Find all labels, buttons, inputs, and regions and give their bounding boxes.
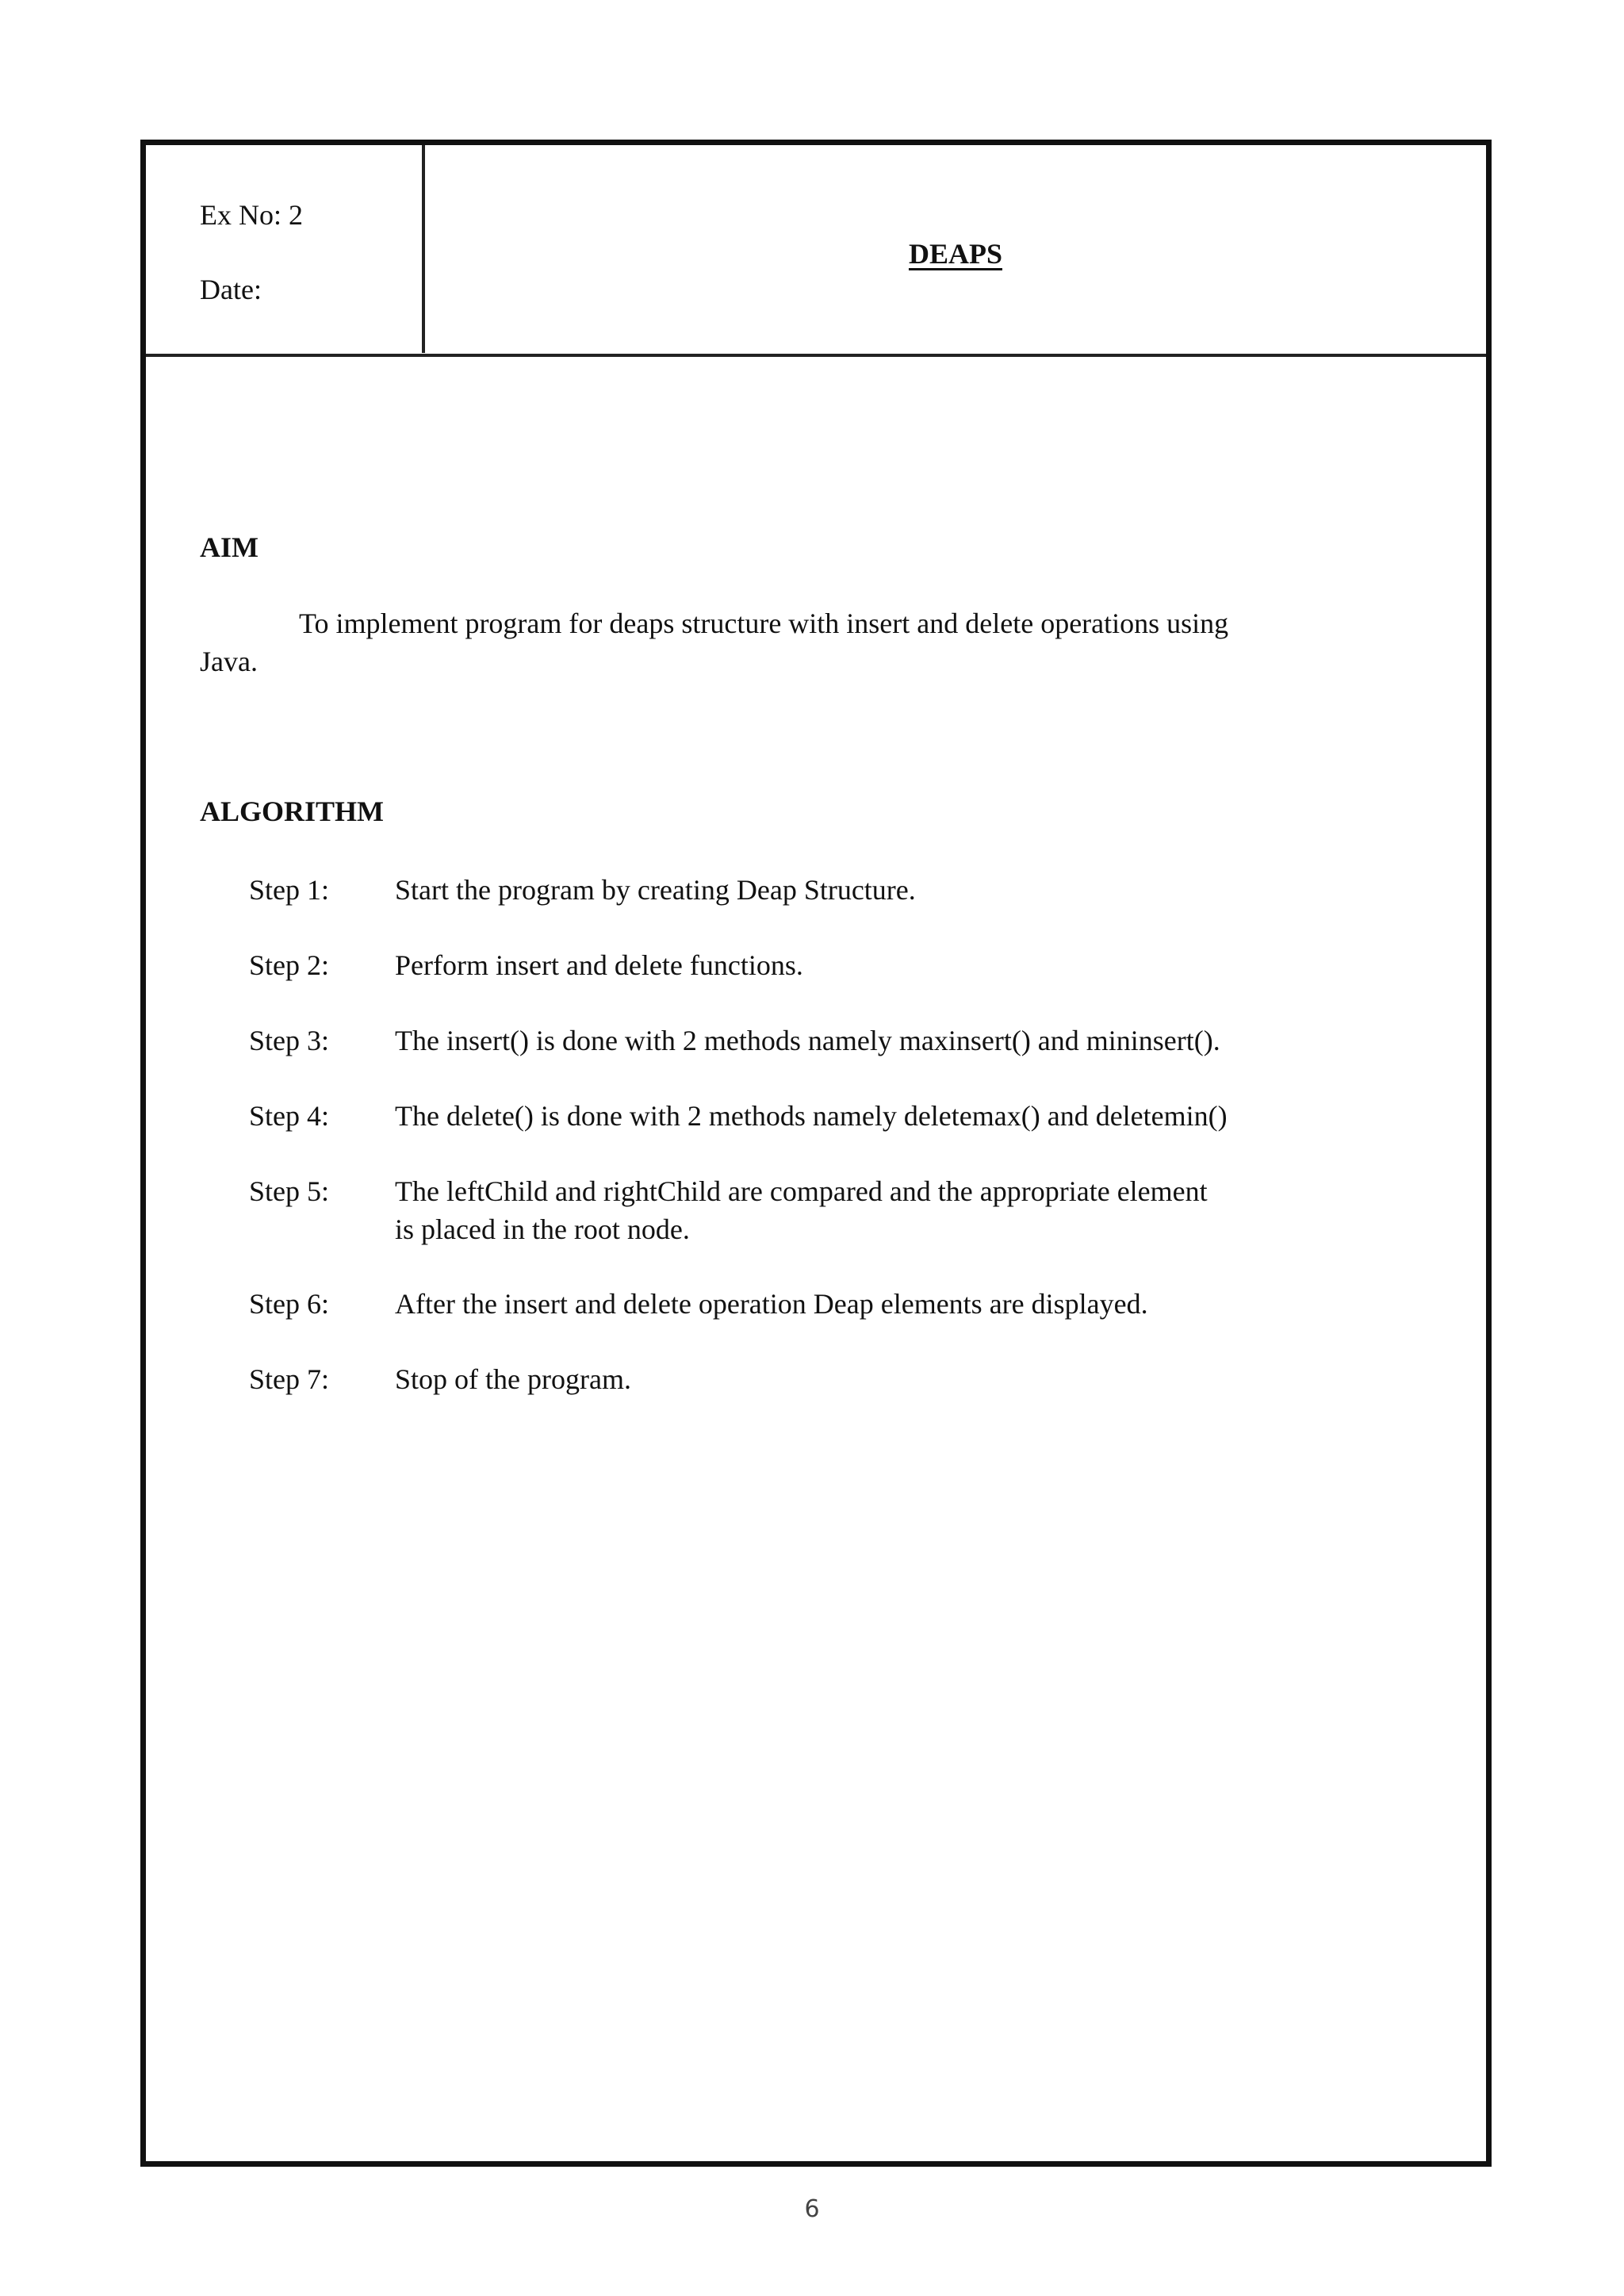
step-label: Step 3: <box>249 1025 330 1056</box>
header-info-cell <box>146 145 425 353</box>
step-label: Step 7: <box>249 1363 330 1395</box>
step-label: Step 5: <box>249 1175 330 1207</box>
aim-text: To implement program for deaps structure with insert and delete operations using Java. <box>200 608 1229 677</box>
step-label: Step 4: <box>249 1100 330 1132</box>
page-frame <box>140 140 1492 2167</box>
step-label: Step 1: <box>249 874 330 906</box>
page-title: DEAPS <box>908 238 1003 270</box>
step-label: Step 6: <box>249 1288 330 1320</box>
page-number: 6 <box>804 2195 820 2223</box>
step-text: Stop of the program. <box>395 1363 631 1395</box>
date-label: Date: <box>200 274 262 305</box>
step-text: After the insert and delete operation Deap elements are displayed. <box>395 1288 1148 1320</box>
step-text: The delete() is done with 2 methods namely deletemax() and deletemin() <box>395 1100 1228 1132</box>
step-text: The insert() is done with 2 methods namely maxinsert() and mininsert(). <box>395 1025 1220 1056</box>
exercise-number: Ex No: 2 <box>200 199 303 231</box>
aim-heading: AIM <box>200 531 259 563</box>
header-box <box>146 145 1486 357</box>
step-text: Perform insert and delete functions. <box>395 949 803 981</box>
step-text: Start the program by creating Deap Structure. <box>395 874 916 906</box>
step-text: The leftChild and rightChild are compared and the appropriate element is placed in the root node. <box>395 1175 1208 1245</box>
step-label: Step 2: <box>249 949 330 981</box>
algorithm-heading: ALGORITHM <box>200 795 385 827</box>
